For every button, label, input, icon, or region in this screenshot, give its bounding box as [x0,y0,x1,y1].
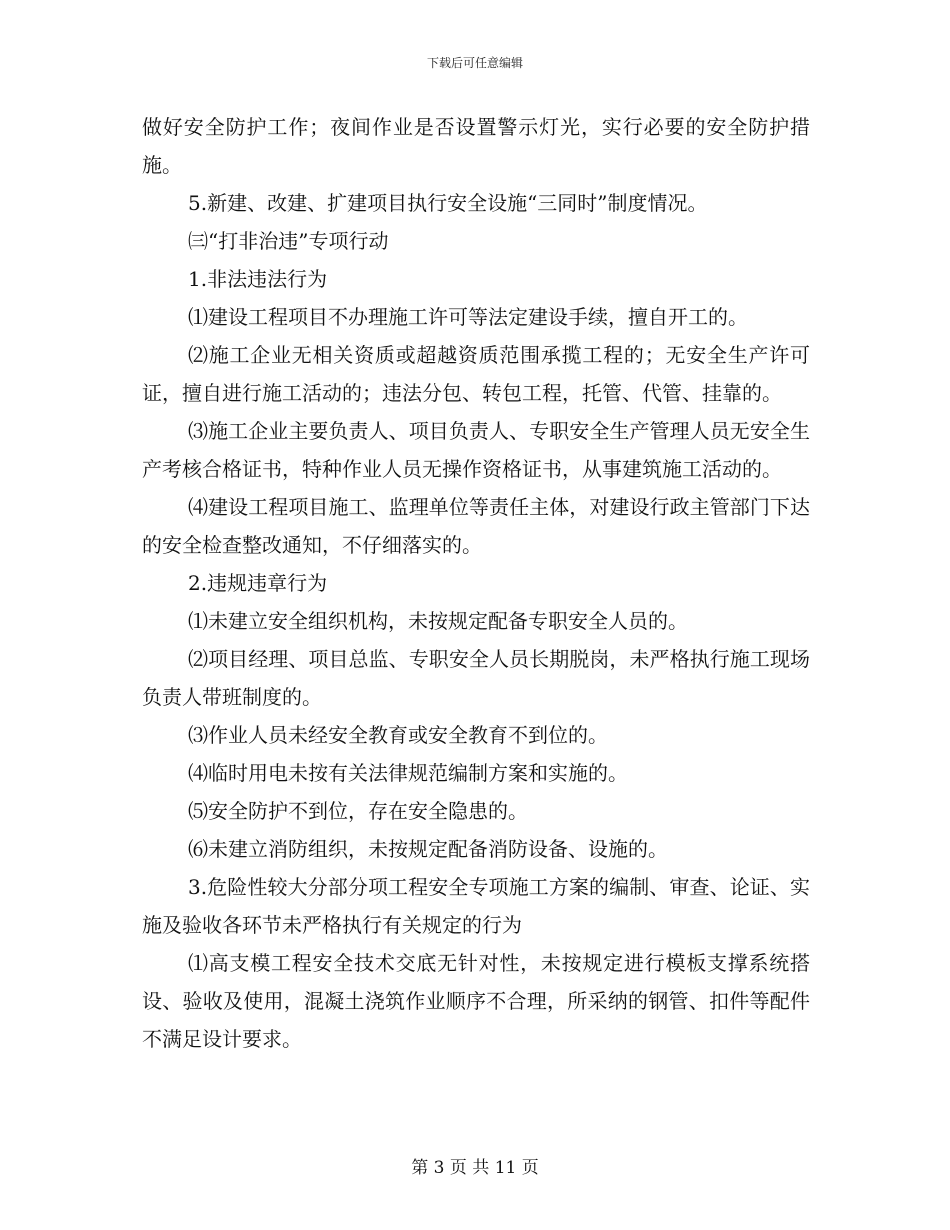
paragraph: 做好安全防护工作；夜间作业是否设置警示灯光，实行必要的安全防护措施。 [142,115,810,177]
list-item: ⑴未建立安全组织机构，未按规定配备专职安全人员的。 [188,609,688,633]
paragraph: 5.新建、改建、扩建项目执行安全设施“三同时”制度情况。 [188,191,708,215]
document-body [142,108,810,1058]
subsection-heading: 2.违规违章行为 [188,571,328,595]
list-item: ⑸安全防护不到位，存在安全隐患的。 [188,799,528,823]
list-item: ⑶作业人员未经安全教育或安全教育不到位的。 [188,723,608,747]
list-item: ⑹未建立消防组织，未按规定配备消防设备、设施的。 [188,837,668,861]
list-item: ⑴高支模工程安全技术交底无针对性，未按规定进行模板支撑系统搭设、验收及使用，混凝土浇筑作业顺序不合理，所采纳的钢管、扣件等配件不满足设计要求。 [142,951,810,1051]
page-header: 下载后可任意编辑 [426,56,523,70]
list-item: ⑷临时用电未按有关法律规范编制方案和实施的。 [188,761,628,785]
list-item: ⑵施工企业无相关资质或超越资质范围承揽工程的；无安全生产许可证，擅自进行施工活动的；违法分包、转包工程，托管、代管、挂靠的。 [142,343,810,405]
subsection-heading: 3.危险性较大分部分项工程安全专项施工方案的编制、审查、论证、实施及验收各环节未严格执行有关规定的行为 [142,875,810,937]
section-heading: ㈢“打非治违”专项行动 [188,229,389,253]
list-item: ⑵项目经理、项目总监、专职安全人员长期脱岗，未严格执行施工现场负责人带班制度的。 [142,647,810,709]
subsection-heading: 1.非法违法行为 [188,267,328,291]
list-item: ⑷建设工程项目施工、监理单位等责任主体，对建设行政主管部门下达的安全检查整改通知，不仔细落实的。 [142,495,810,557]
page-number: 第 3 页 共 11 页 [411,1158,539,1178]
list-item: ⑶施工企业主要负责人、项目负责人、专职安全生产管理人员无安全生产考核合格证书，特种作业人员无操作资格证书，从事建筑施工活动的。 [142,419,810,481]
list-item: ⑴建设工程项目不办理施工许可等法定建设手续，擅自开工的。 [188,305,748,329]
